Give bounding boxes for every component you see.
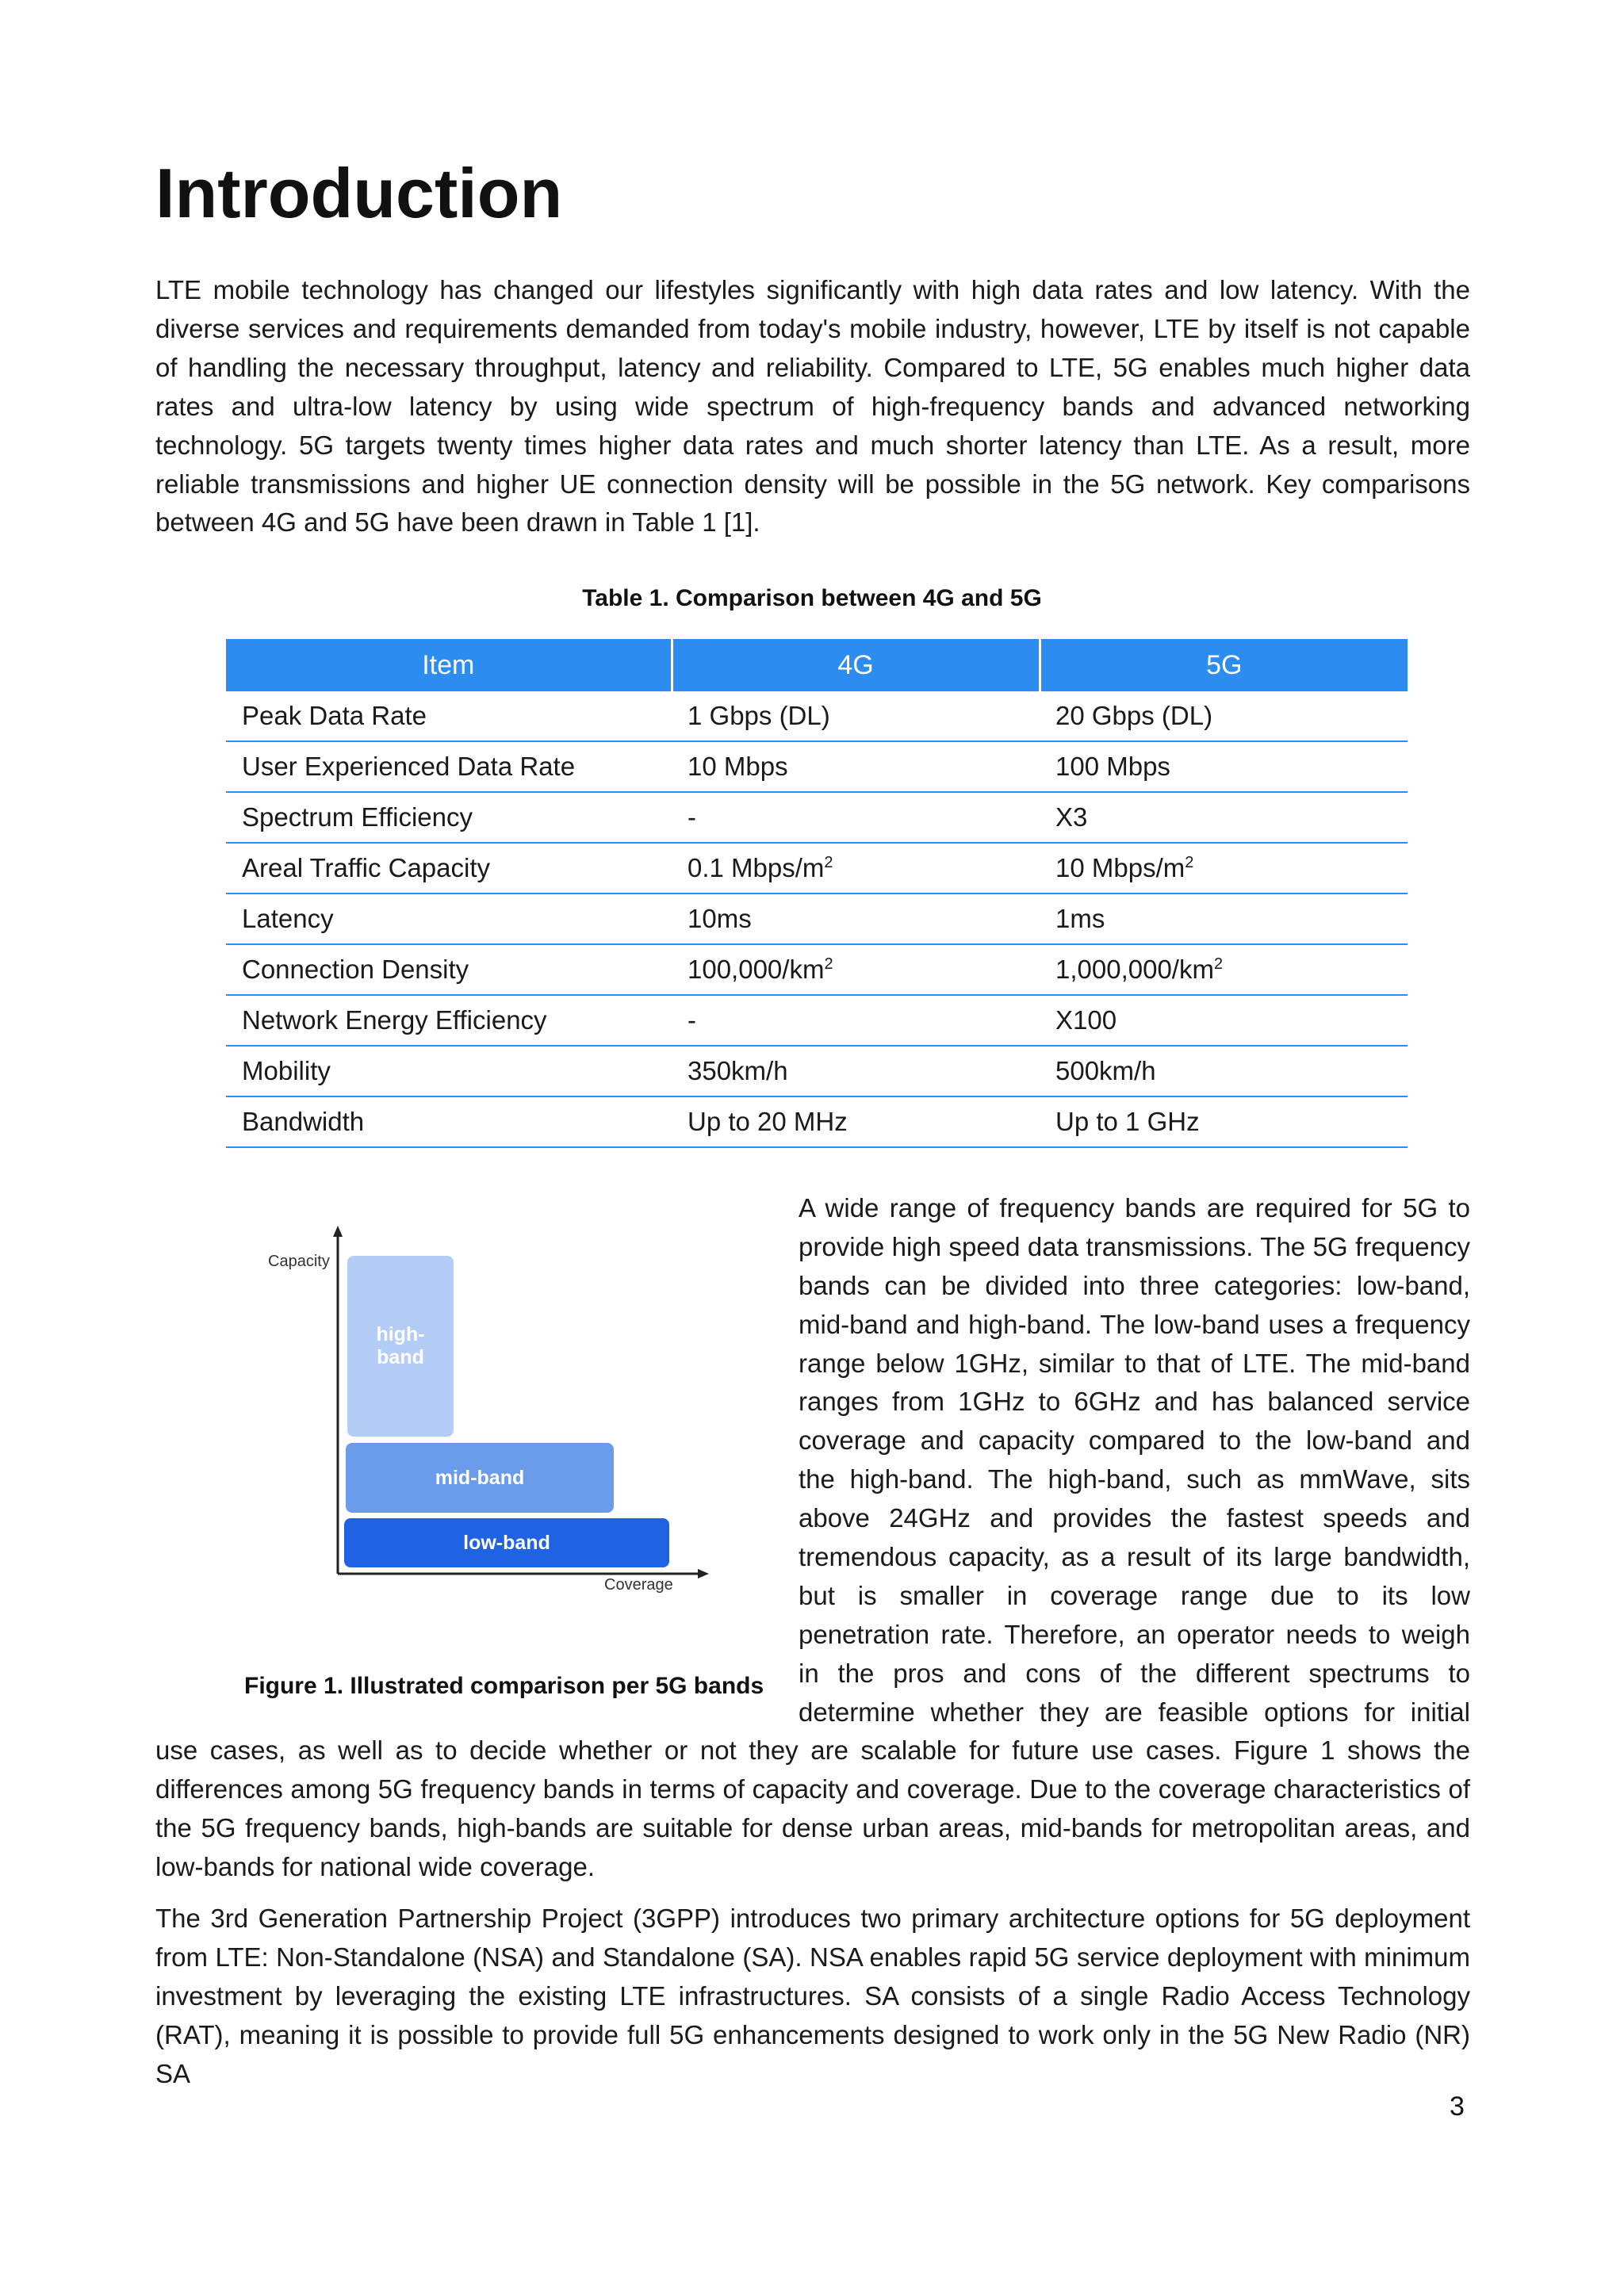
table-row — [226, 843, 1408, 894]
mid-band-block: mid-band — [346, 1443, 614, 1513]
side-paragraph-line: ranges from 1GHz to 6GHz and has balanced service — [799, 1387, 1470, 1417]
cell-item — [226, 995, 672, 1046]
cell-item — [226, 1096, 672, 1147]
high-band-block: high- band — [347, 1256, 454, 1437]
cell-5g-text: X3 — [1055, 802, 1088, 832]
cell-item — [226, 944, 672, 995]
figure-caption: Figure 1. Illustrated comparison per 5G bands — [244, 1673, 764, 1699]
side-paragraph-line: in the pros and cons of the different spectrums to — [799, 1658, 1470, 1688]
cell-5g — [1040, 944, 1408, 995]
table-row — [226, 691, 1408, 741]
cell-4g-text: - — [688, 1005, 696, 1035]
table-row — [226, 1046, 1408, 1096]
cell-4g — [672, 894, 1040, 944]
cell-5g-text: 20 Gbps (DL) — [1055, 701, 1213, 730]
cell-item — [226, 792, 672, 843]
cell-5g-text: 500km/h — [1055, 1056, 1156, 1085]
cell-item — [226, 691, 672, 741]
x-axis-arrow — [698, 1569, 709, 1578]
page-title: Introduction — [155, 154, 563, 232]
cell-5g-text: 100 Mbps — [1055, 752, 1170, 781]
cell-4g-text: 100,000/km — [688, 955, 825, 984]
band-figure — [254, 1221, 730, 1594]
side-paragraph-line: mid-band and high-band. The low-band uses a frequency — [799, 1309, 1470, 1339]
cell-item — [226, 1046, 672, 1096]
cell-item-text: Peak Data Rate — [242, 701, 427, 730]
cell-5g — [1040, 995, 1408, 1046]
cell-4g-text: 10 Mbps — [688, 752, 788, 781]
cell-4g-text: Up to 20 MHz — [688, 1107, 848, 1136]
cell-4g-text: 10ms — [688, 904, 752, 933]
cell-4g — [672, 1096, 1040, 1147]
table-row — [226, 741, 1408, 792]
cell-4g-superscript: 2 — [824, 854, 833, 871]
table-row — [226, 1096, 1408, 1147]
cell-item-text: Areal Traffic Capacity — [242, 853, 491, 882]
intro-paragraph: LTE mobile technology has changed our lifestyles significantly with high data rates and low latency. With the diverse services and requirements demanded from today's mobile industry, however, LTE by itself is not capable of handling the necessary throughput, latency and reliability. Compared to LTE, 5G enables much higher data rates and ultra-low latency by using wide spectrum of high-frequency bands and advanced networking technology. 5G targets twenty times higher data rates and much shorter latency than LTE. As a result, more reliable transmissions and higher UE connection density will be possible in the 5G network. Key comparisons between 4G and 5G have been drawn in Table 1 [1]. — [155, 275, 1470, 538]
side-paragraph-line: but is smaller in coverage range due to its low — [799, 1580, 1470, 1610]
cell-4g-superscript: 2 — [824, 955, 833, 973]
cell-5g-text: X100 — [1055, 1005, 1117, 1035]
cell-item-text: Mobility — [242, 1056, 331, 1085]
cell-5g — [1040, 741, 1408, 792]
side-paragraph-line: determine whether they are feasible options for initial — [799, 1697, 1470, 1727]
cell-5g — [1040, 843, 1408, 894]
page-number: 3 — [1450, 2091, 1465, 2122]
side-paragraph-line: provide high speed data transmissions. The 5G frequency — [799, 1231, 1470, 1261]
cell-item — [226, 741, 672, 792]
low-band-block: low-band — [344, 1518, 669, 1567]
cell-item — [226, 894, 672, 944]
side-paragraph-line: above 24GHz and provides the fastest speeds and — [799, 1503, 1470, 1533]
cell-4g — [672, 843, 1040, 894]
comparison-table — [226, 639, 1408, 1148]
cell-4g — [672, 995, 1040, 1046]
cell-4g — [672, 792, 1040, 843]
cell-5g — [1040, 894, 1408, 944]
table-body — [226, 691, 1408, 1147]
cell-item-text: Network Energy Efficiency — [242, 1005, 547, 1035]
header-5g: 5G — [1040, 639, 1408, 691]
cell-4g-text: 350km/h — [688, 1056, 788, 1085]
table-caption: Table 1. Comparison between 4G and 5G — [582, 585, 1042, 611]
cell-5g-superscript: 2 — [1213, 955, 1224, 973]
cell-item-text: Connection Density — [242, 955, 469, 984]
cell-5g-text: 10 Mbps/m — [1055, 853, 1185, 882]
architecture-paragraph: The 3rd Generation Partnership Project (3GPP) introduces two primary architecture options for 5G deployment from LTE: Non-Standalone (NSA) and Standalone (SA). NSA enables rapid 5G service deployment with minimum investment by leveraging the existing LTE infrastructures. SA consists of a single Radio Access Technology (RAT), meaning it is possible to provide full 5G enhancements designed to work only in the 5G New Radio (NR) SA — [155, 1904, 1470, 2088]
cell-4g-text: 0.1 Mbps/m — [688, 853, 825, 882]
y-axis-label: Capacity — [268, 1253, 330, 1270]
cell-4g-text: 1 Gbps (DL) — [688, 701, 830, 730]
table-row — [226, 944, 1408, 995]
cell-4g — [672, 944, 1040, 995]
cell-5g-text: 1ms — [1055, 904, 1105, 933]
cell-item-text: Spectrum Efficiency — [242, 802, 473, 832]
cell-item-text: Latency — [242, 904, 334, 933]
side-paragraph-line: range below 1GHz, similar to that of LTE. The mid-band — [799, 1348, 1470, 1378]
cell-5g-superscript: 2 — [1185, 854, 1194, 871]
cell-5g-text: 1,000,000/km — [1055, 955, 1214, 984]
continuation-paragraph: use cases, as well as to decide whether or not they are scalable for future use cases. Figure 1 shows the differences among 5G frequency bands in terms of capacity and coverage. Due to the coverage characteristics of the 5G frequency bands, high-bands are suitable for dense urban areas, mid-bands for metropolitan areas, and low-bands for national wide coverage. — [155, 1735, 1470, 1881]
table-row — [226, 995, 1408, 1046]
cell-4g — [672, 1046, 1040, 1096]
cell-5g — [1040, 792, 1408, 843]
side-paragraph — [799, 1189, 1470, 1732]
cell-4g — [672, 691, 1040, 741]
cell-5g — [1040, 1096, 1408, 1147]
y-axis-arrow — [333, 1226, 343, 1237]
side-paragraph-line: bands can be divided into three categories: low-band, — [799, 1270, 1470, 1300]
table-row — [226, 894, 1408, 944]
cell-5g-text: Up to 1 GHz — [1055, 1107, 1200, 1136]
table-header-row — [226, 639, 1408, 691]
side-paragraph-line: penetration rate. Therefore, an operator needs to weigh — [799, 1619, 1470, 1649]
x-axis-label: Coverage — [604, 1576, 673, 1594]
side-paragraph-line: the high-band. The high-band, such as mmWave, sits — [799, 1464, 1470, 1494]
side-paragraph-line: coverage and capacity compared to the low-band and — [799, 1425, 1470, 1456]
table-row — [226, 792, 1408, 843]
side-paragraph-line: A wide range of frequency bands are required for 5G to — [799, 1193, 1470, 1223]
cell-4g — [672, 741, 1040, 792]
cell-item-text: User Experienced Data Rate — [242, 752, 576, 781]
cell-item — [226, 843, 672, 894]
cell-item-text: Bandwidth — [242, 1107, 365, 1136]
cell-5g — [1040, 691, 1408, 741]
side-paragraph-line: tremendous capacity, as a result of its large bandwidth, — [799, 1542, 1470, 1572]
header-4g: 4G — [672, 639, 1040, 691]
header-item: Item — [226, 639, 672, 691]
cell-5g — [1040, 1046, 1408, 1096]
cell-4g-text: - — [688, 802, 696, 832]
